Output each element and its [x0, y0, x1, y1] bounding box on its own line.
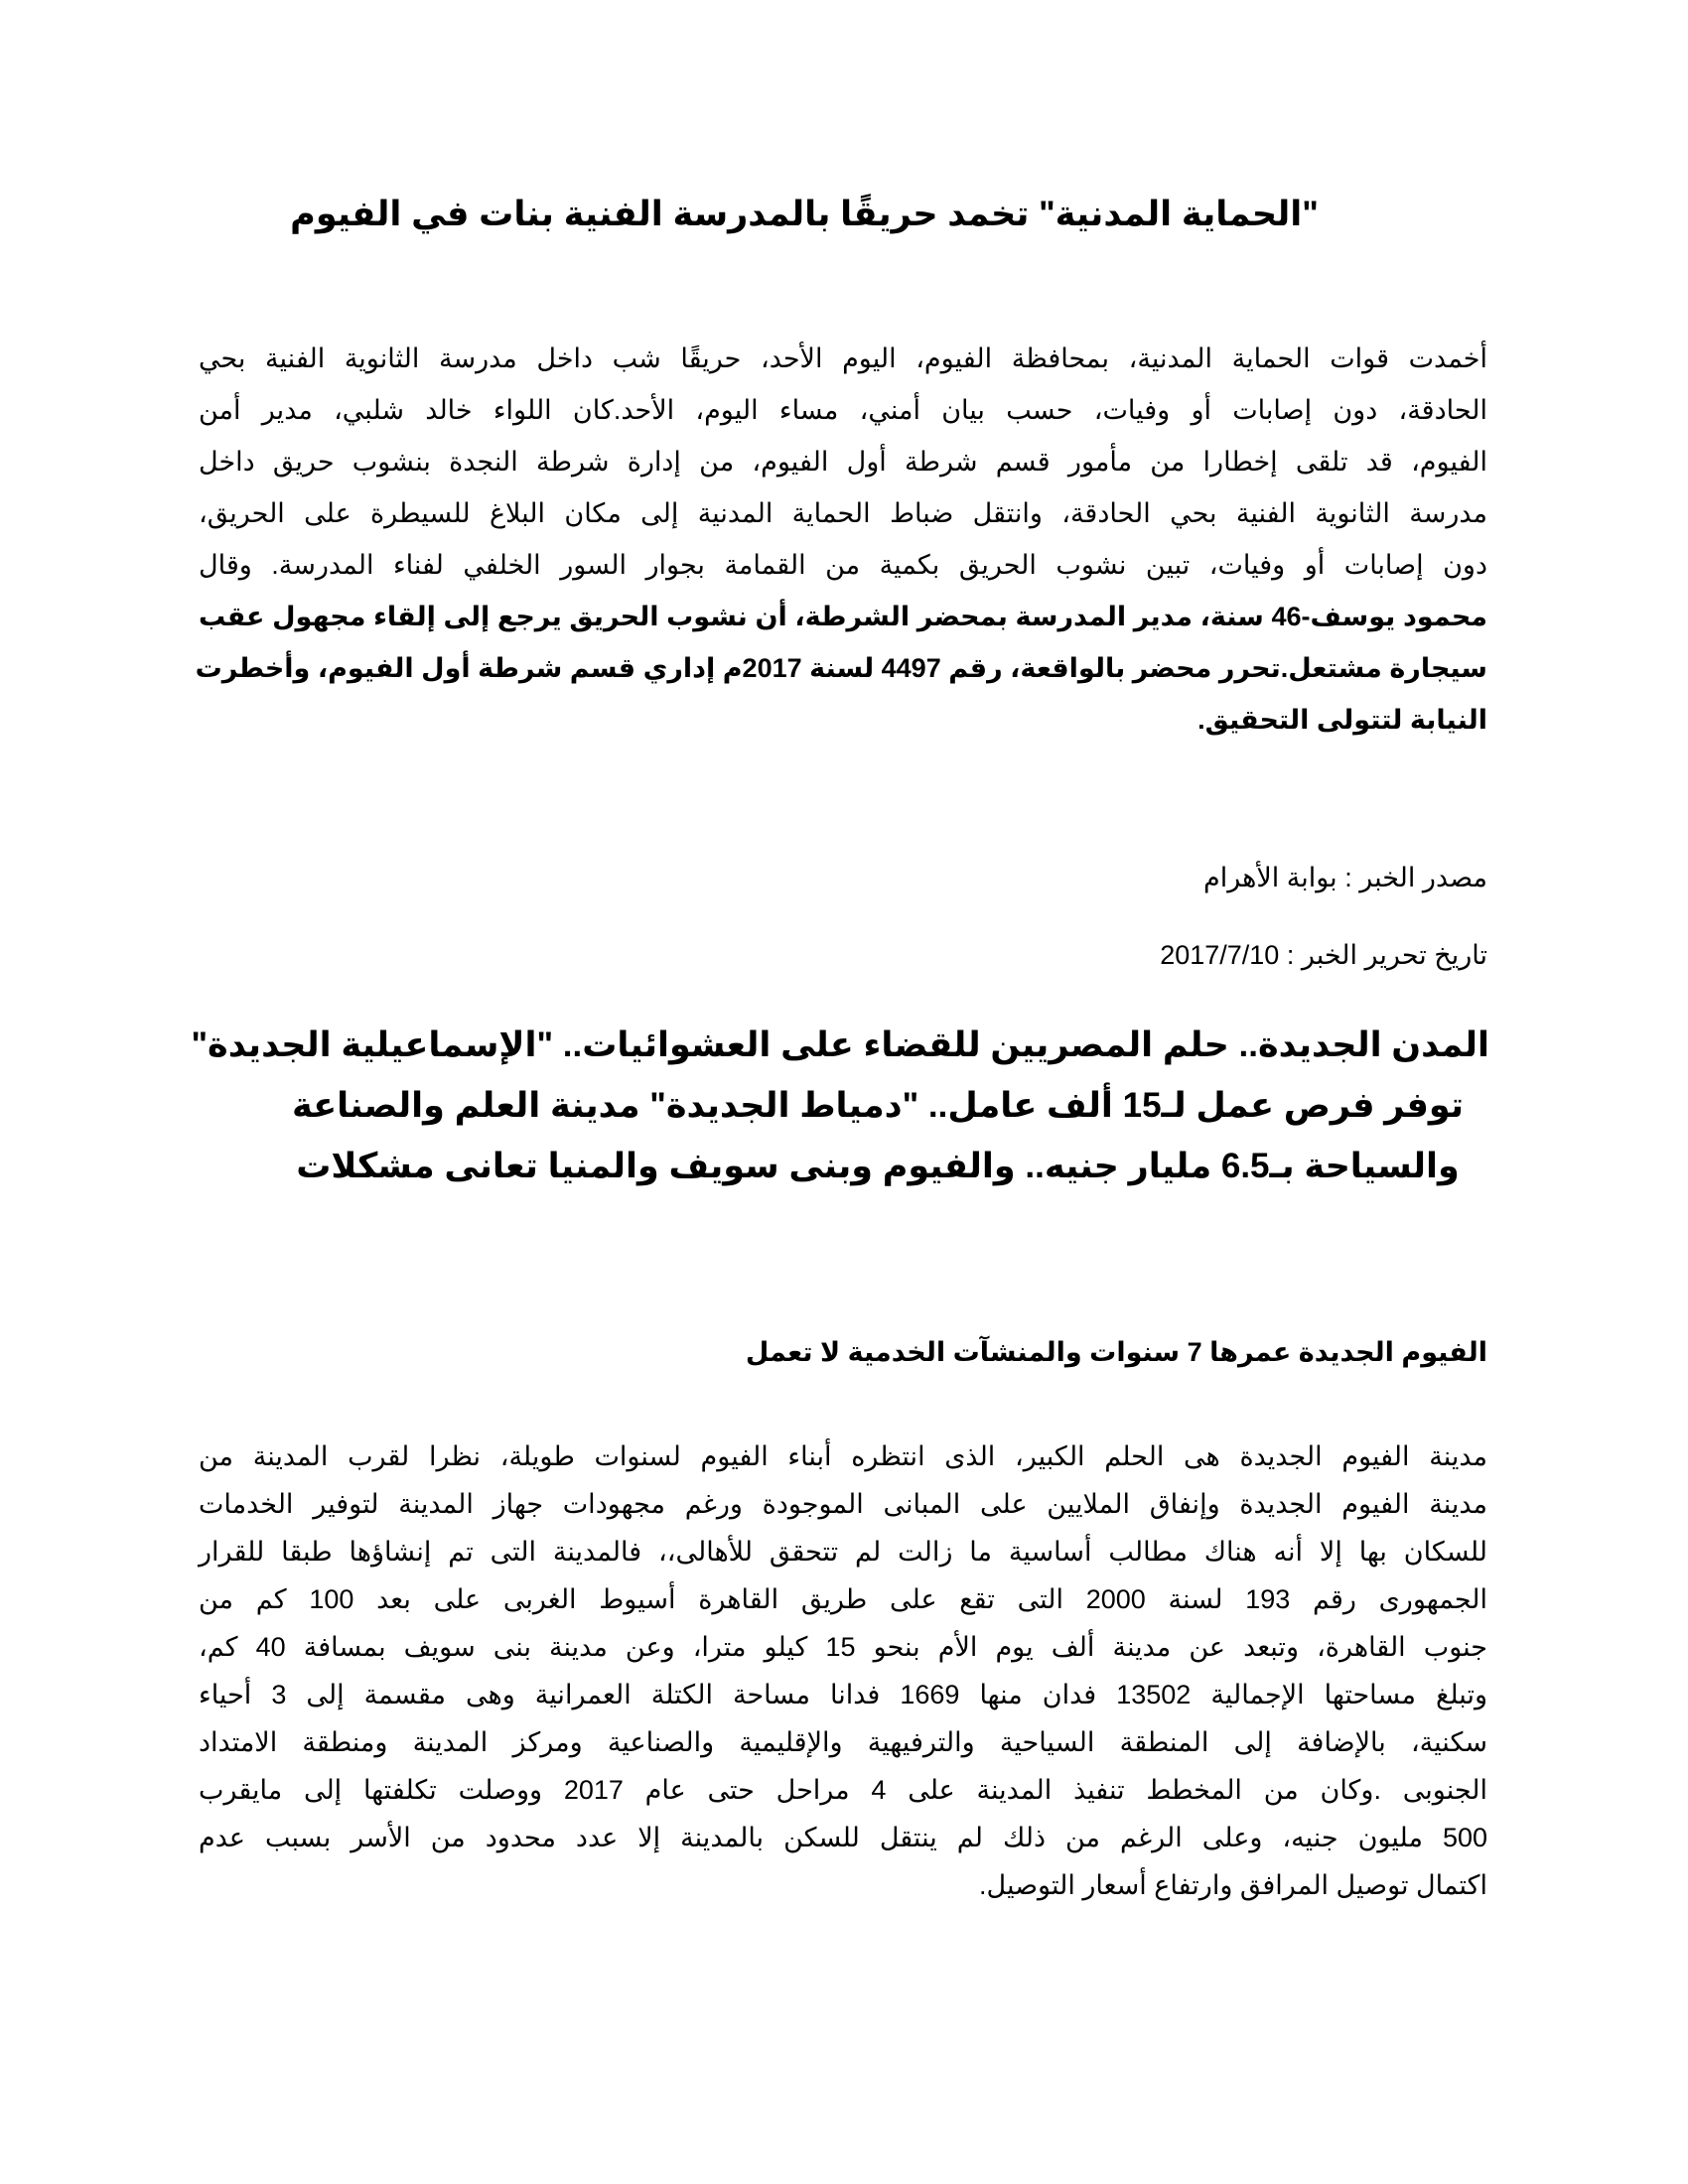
article-subheading: الفيوم الجديدة عمرها 7 سنوات والمنشآت الخدمية لا تعمل	[745, 1337, 1487, 1367]
body-line: الفيوم، قد تلقى إخطارا من مأمور قسم شرطة أول الفيوم، من إدارة شرطة النجدة بنشوب حريق داخل	[199, 447, 1487, 477]
article-body	[195, 333, 1488, 746]
body-line: مدرسة الثانوية الفنية بحي الحادقة، وانتقل ضباط الحماية المدنية إلى مكان البلاغ للسيطرة على الحريق،	[199, 498, 1487, 528]
body-line: مدينة الفيوم الجديدة وإنفاق الملايين على المبانى الموجودة ورغم مجهودات جهاز المدينة لتوفير الخدمات	[199, 1489, 1487, 1519]
body-line: أخمدت قوات الحماية المدنية، بمحافظة الفيوم، اليوم الأحد، حريقًا شب داخل مدرسة الثانوية الفنية بحي	[199, 343, 1487, 373]
news-date: تاريخ تحرير الخبر : 2017/7/10	[1160, 940, 1487, 970]
news-source: مصدر الخبر : بوابة الأهرام	[1202, 863, 1487, 892]
title-line: والسياحة بـ6.5 مليار جنيه.. والفيوم وبنى سويف والمنيا تعانى مشكلات	[296, 1147, 1460, 1185]
body-line: مدينة الفيوم الجديدة هى الحلم الكبير، الذى انتظره أبناء الفيوم لسنوات طويلة، نظرا لقرب المدينة من	[199, 1441, 1488, 1471]
body-line: سيجارة مشتعل.تحرر محضر بالواقعة، رقم 4497 لسنة 2017م إداري قسم شرطة أول الفيوم، وأخطرت	[195, 653, 1487, 683]
body-line: دون إصابات أو وفيات، تبين نشوب الحريق بكمية من القمامة بجوار السور الخلفي لفناء المدرسة. وقال	[199, 550, 1487, 580]
body-line: اكتمال توصيل المرافق وارتفاع أسعار التوصيل.	[979, 1870, 1487, 1900]
body-line: النيابة لتتولى التحقيق.	[1197, 705, 1487, 735]
body-line: جنوب القاهرة، وتبعد عن مدينة ألف يوم الأم بنحو 15 كيلو مترا، وعن مدينة بنى سويف بمسافة 40 كم،	[199, 1632, 1487, 1662]
body-line: للسكان بها إلا أنه هناك مطالب أساسية ما زالت لم تتحقق للأهالى،، فالمدينة التى تم إنشاؤها طبقا للقرار	[199, 1537, 1487, 1567]
body-line: وتبلغ مساحتها الإجمالية 13502 فدان منها 1669 فدانا مساحة الكتلة العمرانية وهى مقسمة إلى 3 أحياء	[199, 1680, 1487, 1709]
body-line: 500 مليون جنيه، وعلى الرغم من ذلك لم ينتقل للسكن بالمدينة إلا عدد محدود من الأسر بسبب عدم	[199, 1823, 1487, 1852]
title-line: المدن الجديدة.. حلم المصريين للقضاء على العشوائيات.. "الإسماعيلية الجديدة"	[191, 1025, 1489, 1064]
body-line: محمود يوسف-46 سنة، مدير المدرسة بمحضر الشرطة، أن نشوب الحريق يرجع إلى إلقاء مجهول عقب	[199, 602, 1488, 631]
body-line: سكنية، بالإضافة إلى المنطقة السياحية والترفيهية والإقليمية والصناعية ومركز المدينة ومنطقة الامتداد	[199, 1727, 1487, 1757]
article-body	[199, 1433, 1487, 1909]
article-title: "الحماية المدنية" تخمد حريقًا بالمدرسة الفنية بنات في الفيوم	[290, 195, 1319, 233]
article-title	[191, 1015, 1489, 1196]
body-line: الحادقة، دون إصابات أو وفيات، حسب بيان أمني، مساء اليوم، الأحد.كان اللواء خالد شلبي، مدير أمن	[199, 395, 1487, 425]
title-line: توفر فرص عمل لـ15 ألف عامل.. "دمياط الجديدة" مدينة العلم والصناعة	[291, 1086, 1464, 1125]
body-line: الجنوبى .وكان من المخطط تنفيذ المدينة على 4 مراحل حتى عام 2017 ووصلت تكلفتها إلى مايقرب	[199, 1775, 1487, 1805]
body-line: الجمهورى رقم 193 لسنة 2000 التى تقع على طريق القاهرة أسيوط الغربى على بعد 100 كم من	[199, 1584, 1487, 1614]
